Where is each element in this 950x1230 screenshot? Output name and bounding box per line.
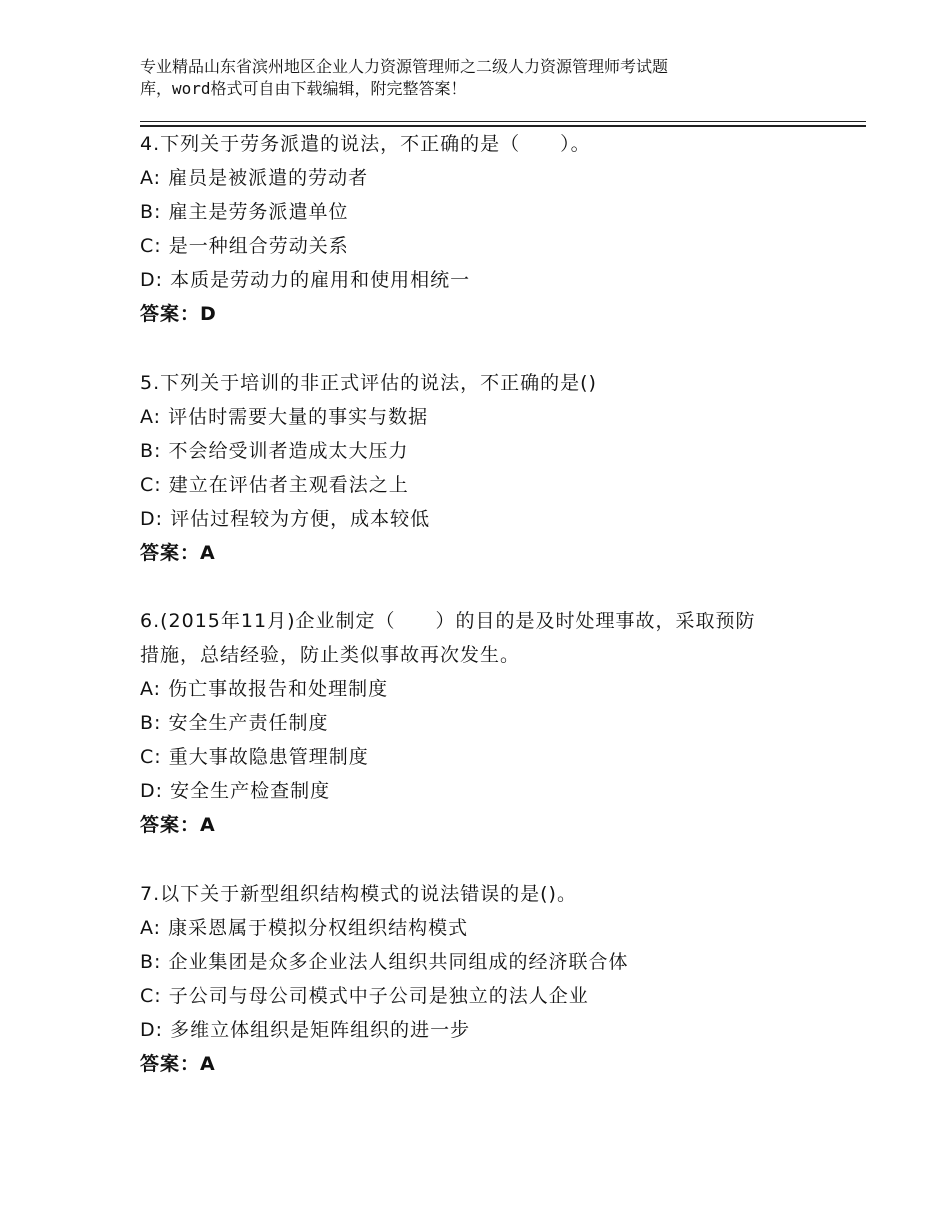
option-a: A: 评估时需要大量的事实与数据 [140,406,429,428]
option-a: A: 伤亡事故报告和处理制度 [140,678,389,700]
option-b: B: 不会给受训者造成太大压力 [140,440,409,462]
answer: 答案：A [140,814,216,836]
question-stem: 5.下列关于培训的非正式评估的说法，不正确的是() [140,372,597,394]
document-header [140,56,840,100]
option-b: B: 安全生产责任制度 [140,712,329,734]
option-b: B: 企业集团是众多企业法人组织共同组成的经济联合体 [140,951,629,973]
option-d: D: 本质是劳动力的雇用和使用相统一 [140,269,471,291]
option-d: D: 评估过程较为方便，成本较低 [140,508,431,530]
question-stem: 7.以下关于新型组织结构模式的说法错误的是()。 [140,883,577,905]
option-c: C: 建立在评估者主观看法之上 [140,474,409,496]
answer: 答案：A [140,542,216,564]
header-line-2: 库，word格式可自由下载编辑，附完整答案！ [140,79,467,98]
option-c: C: 重大事故隐患管理制度 [140,746,369,768]
option-b: B: 雇主是劳务派遣单位 [140,201,349,223]
option-c: C: 是一种组合劳动关系 [140,235,349,257]
answer: 答案：D [140,303,217,325]
header-line-1: 专业精品山东省滨州地区企业人力资源管理师之二级人力资源管理师考试题 [140,57,669,76]
question-block [140,127,860,331]
option-a: A: 康采恩属于模拟分权组织结构模式 [140,917,469,939]
option-d: D: 多维立体组织是矩阵组织的进一步 [140,1019,471,1041]
question-block [140,877,860,1081]
question-stem: 6.(2015年11月)企业制定（ ）的目的是及时处理事故，采取预防 [140,610,756,632]
question-stem-continued: 措施，总结经验，防止类似事故再次发生。 [140,644,521,666]
answer: 答案：A [140,1053,216,1075]
header-divider-thin [140,121,866,122]
option-d: D: 安全生产检查制度 [140,780,331,802]
option-c: C: 子公司与母公司模式中子公司是独立的法人企业 [140,985,589,1007]
question-stem: 4.下列关于劳务派遣的说法，不正确的是（ ）。 [140,133,591,155]
question-block [140,604,860,842]
question-block [140,366,860,570]
option-a: A: 雇员是被派遣的劳动者 [140,167,369,189]
